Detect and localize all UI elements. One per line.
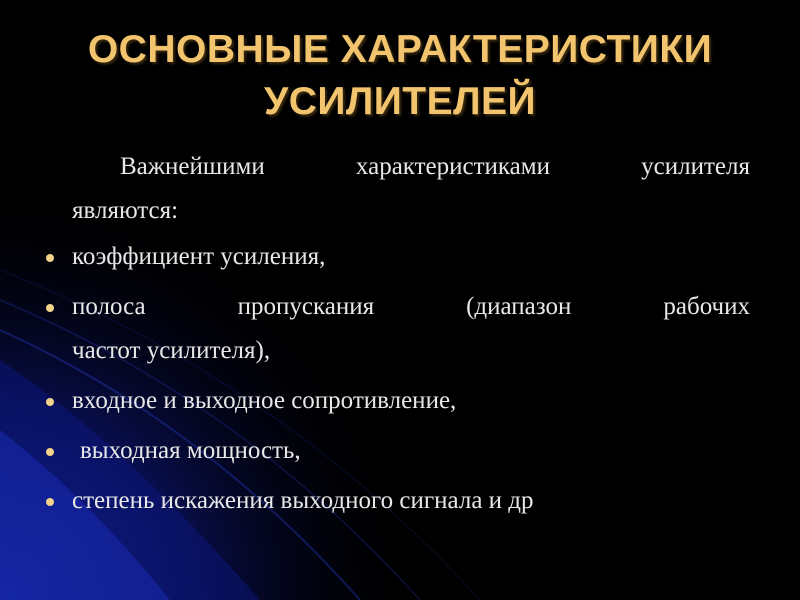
intro-word-3: усилителя bbox=[641, 153, 750, 180]
list-item-text: входное и выходное сопротивление, bbox=[72, 387, 457, 414]
list-item bbox=[44, 429, 750, 473]
bullet-icon bbox=[46, 398, 54, 406]
intro-line-2: являются: bbox=[72, 197, 179, 224]
intro-line-1 bbox=[72, 145, 750, 189]
list-item-text: степень искажения выходного сигнала и др bbox=[72, 487, 534, 514]
bullet-list bbox=[44, 235, 750, 523]
list-item-text: коэффициент усиления, bbox=[72, 243, 326, 270]
bullet-icon bbox=[46, 448, 54, 456]
bullet-icon bbox=[46, 304, 54, 312]
list-item-line-1 bbox=[72, 285, 750, 329]
intro-word-1: Важнейшими bbox=[120, 153, 265, 180]
title-line-1: ОСНОВНЫЕ ХАРАКТЕРИСТИКИ bbox=[87, 28, 713, 71]
list-item-text: выходная мощность, bbox=[80, 437, 301, 464]
title-line-2: УСИЛИТЕЛЕЙ bbox=[263, 80, 537, 123]
bullet-icon bbox=[46, 498, 54, 506]
list-item bbox=[44, 479, 750, 523]
list-item-word-2: пропускания bbox=[237, 293, 375, 320]
list-item bbox=[44, 379, 750, 423]
list-item-line-2: частот усилителя), bbox=[72, 337, 271, 364]
slide-title bbox=[0, 24, 800, 128]
list-item bbox=[44, 235, 750, 279]
intro-paragraph bbox=[72, 145, 750, 233]
bullet-icon bbox=[46, 254, 54, 262]
list-item bbox=[44, 285, 750, 373]
intro-word-2: характеристиками bbox=[355, 153, 550, 180]
list-item-word-3: (диапазон bbox=[466, 293, 572, 320]
list-item-word-1: полоса bbox=[72, 293, 146, 320]
list-item-word-4: рабочих bbox=[663, 293, 750, 320]
slide-body bbox=[44, 145, 750, 529]
